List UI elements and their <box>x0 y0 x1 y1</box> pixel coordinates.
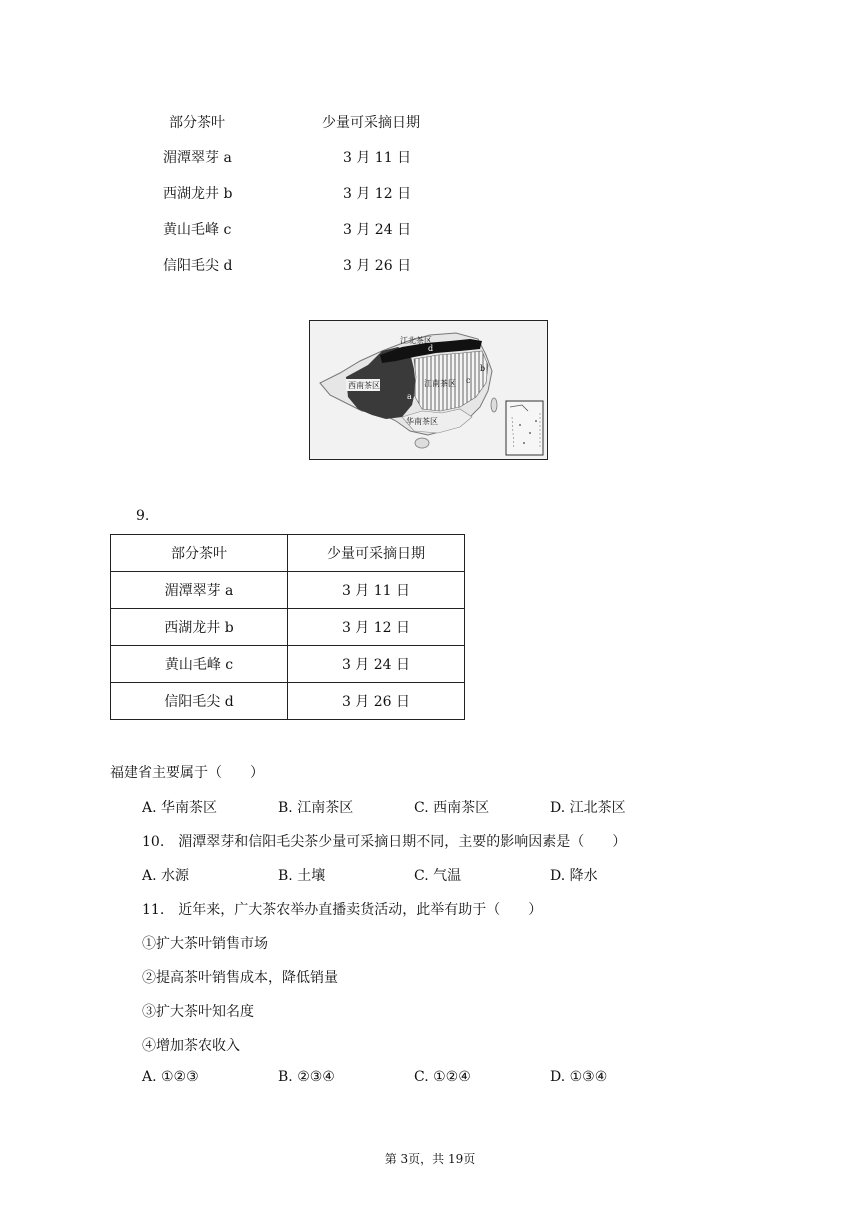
q9-number: 9. <box>136 508 150 524</box>
q11-stem: 11. 近年来，广大茶农举办直播卖货活动，此举有助于（ ） <box>142 902 543 918</box>
table-cell: 黄山毛峰 c <box>111 646 288 683</box>
tea-table <box>110 534 465 720</box>
q11-item-1: ①扩大茶叶销售市场 <box>142 936 268 952</box>
top-list-header-date: 少量可采摘日期 <box>322 115 420 131</box>
top-list-tea: 西湖龙井 b <box>163 186 233 202</box>
table-cell: 3 月 11 日 <box>288 572 465 609</box>
table-cell: 3 月 24 日 <box>288 646 465 683</box>
label-point-a: a <box>407 392 412 401</box>
label-point-c: c <box>466 376 471 385</box>
table-cell: 湄潭翠芽 a <box>111 572 288 609</box>
top-list-tea: 湄潭翠芽 a <box>163 150 232 166</box>
label-huanan: 华南茶区 <box>406 417 438 426</box>
q10-option-b[interactable]: B. 土壤 <box>278 868 326 884</box>
table-row <box>111 646 465 683</box>
table-cell: 3 月 26 日 <box>288 683 465 720</box>
q9-option-d[interactable]: D. 江北茶区 <box>550 800 626 816</box>
q11-item-3: ③扩大茶叶知名度 <box>142 1004 254 1020</box>
q11-option-b[interactable]: B. ②③④ <box>278 1069 335 1085</box>
table-cell: 3 月 12 日 <box>288 609 465 646</box>
label-jiangnan: 江南茶区 <box>424 379 456 388</box>
tea-region-map <box>309 320 548 460</box>
top-list-date: 3 月 24 日 <box>343 222 412 238</box>
q10-stem: 10. 湄潭翠芽和信阳毛尖茶少量可采摘日期不同，主要的影响因素是（ ） <box>142 834 627 850</box>
label-point-d: d <box>428 344 434 353</box>
q11-item-4: ④增加茶农收入 <box>142 1038 240 1054</box>
q9-option-a[interactable]: A. 华南茶区 <box>142 800 218 816</box>
label-jiangbei: 江北茶区 <box>400 336 432 345</box>
q10-option-d[interactable]: D. 降水 <box>550 868 598 884</box>
q11-item-2: ②提高茶叶销售成本，降低销量 <box>142 970 338 986</box>
tea-region-map-svg <box>310 321 546 458</box>
label-xinan: 西南茶区 <box>348 381 380 390</box>
top-list-date: 3 月 12 日 <box>343 186 412 202</box>
label-point-b: b <box>480 364 486 373</box>
top-list-date: 3 月 26 日 <box>343 258 412 274</box>
q10-option-c[interactable]: C. 气温 <box>414 868 462 884</box>
q9-option-c[interactable]: C. 西南茶区 <box>414 800 490 816</box>
top-list-date: 3 月 11 日 <box>343 150 412 166</box>
table-cell: 信阳毛尖 d <box>111 683 288 720</box>
q11-option-a[interactable]: A. ①②③ <box>142 1069 199 1085</box>
top-list-tea: 黄山毛峰 c <box>163 222 232 238</box>
table-header-date: 少量可采摘日期 <box>288 535 465 572</box>
q10-option-a[interactable]: A. 水源 <box>142 868 190 884</box>
q11-option-c[interactable]: C. ①②④ <box>414 1069 471 1085</box>
table-row <box>111 572 465 609</box>
page-footer: 第 3页，共 19页 <box>384 1152 476 1166</box>
q9-option-b[interactable]: B. 江南茶区 <box>278 800 354 816</box>
table-header-tea: 部分茶叶 <box>111 535 288 572</box>
top-list-tea: 信阳毛尖 d <box>163 258 233 274</box>
top-list-header-tea: 部分茶叶 <box>169 115 225 131</box>
table-row <box>111 535 465 572</box>
table-row <box>111 609 465 646</box>
table-cell: 西湖龙井 b <box>111 609 288 646</box>
table-row <box>111 683 465 720</box>
q9-stem: 福建省主要属于（ ） <box>110 765 264 781</box>
q11-option-d[interactable]: D. ①③④ <box>550 1069 608 1085</box>
